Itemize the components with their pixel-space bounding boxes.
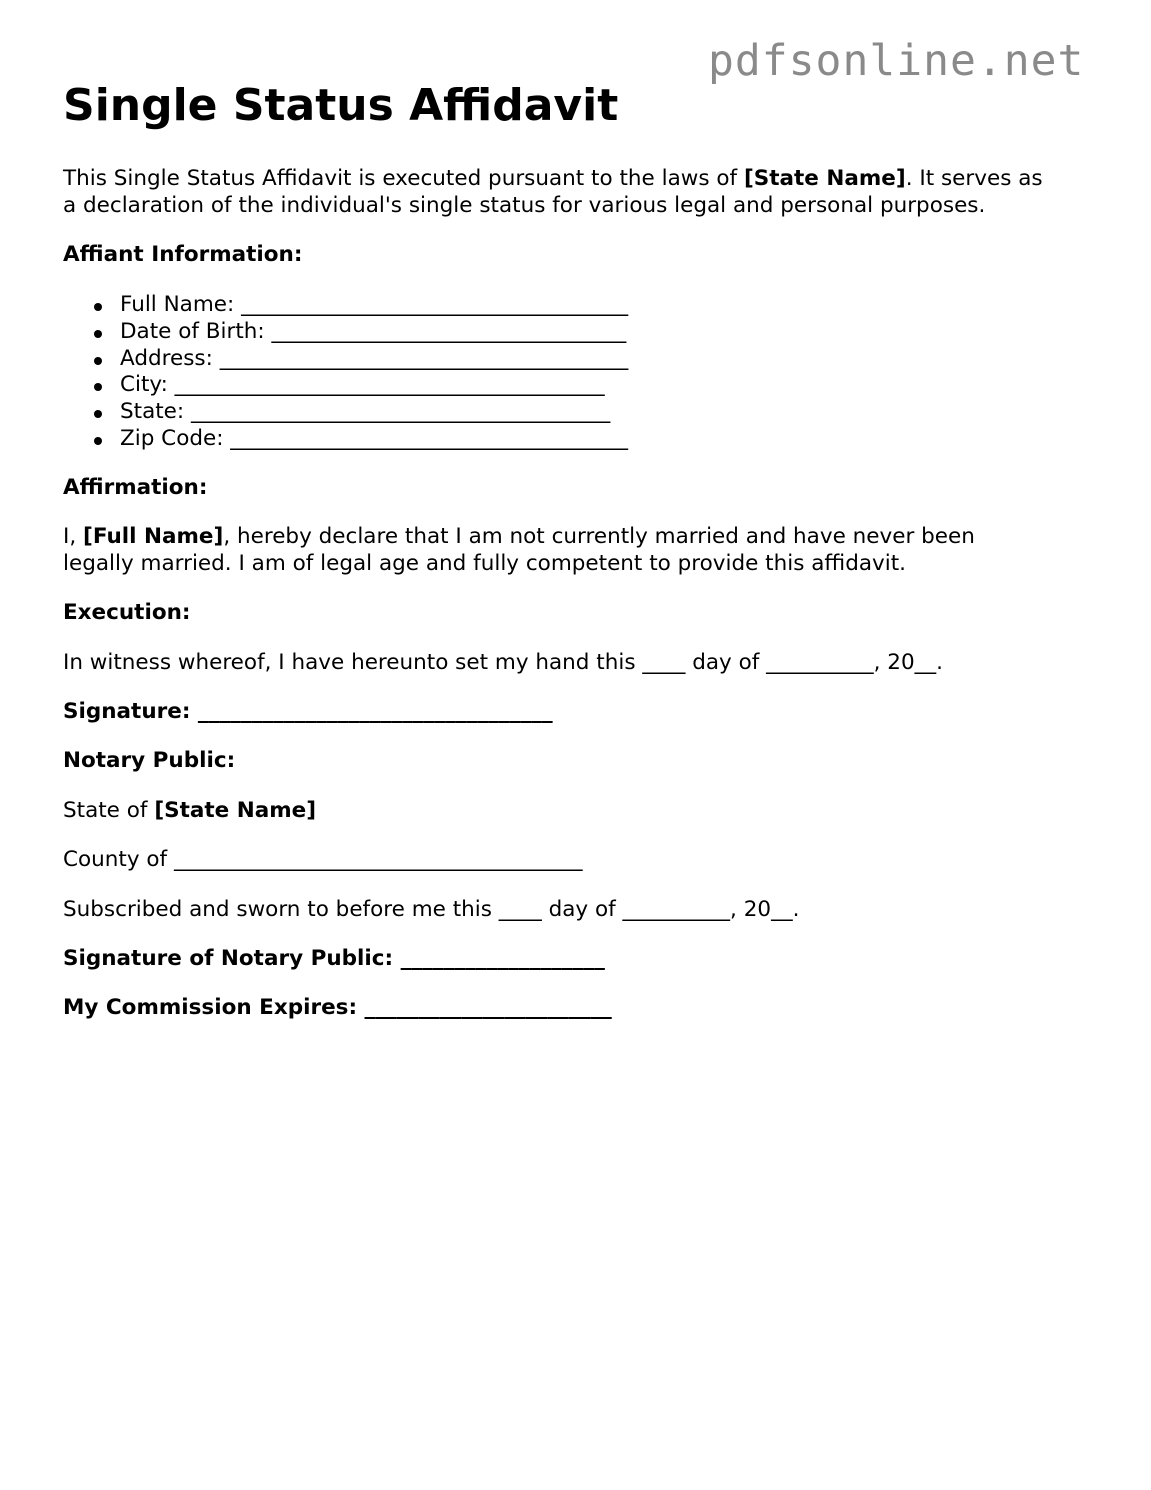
field-address[interactable]: Address: ______________________________________ xyxy=(63,346,628,373)
signature-line[interactable]: Signature: _________________________________ xyxy=(63,699,553,724)
affiant-field-list xyxy=(63,292,628,453)
notary-heading: Notary Public: xyxy=(63,748,236,773)
state-name-placeholder: [State Name] xyxy=(743,166,906,191)
notary-county-field[interactable]: County of ______________________________________ xyxy=(63,847,583,872)
affirmation-heading: Affirmation: xyxy=(63,475,208,500)
affiant-heading: Affiant Information: xyxy=(63,242,303,267)
execution-text: In witness whereof, I have hereunto set my hand this ____ day of __________, 20__. xyxy=(63,650,943,675)
full-name-placeholder: [Full Name] xyxy=(83,524,224,549)
field-city[interactable]: City: ________________________________________ xyxy=(63,372,628,399)
field-full-name[interactable]: Full Name: ____________________________________ xyxy=(63,292,628,319)
field-zip-code[interactable]: Zip Code: _____________________________________ xyxy=(63,426,628,453)
field-date-of-birth[interactable]: Date of Birth: _________________________________ xyxy=(63,319,628,346)
bullet-icon xyxy=(94,437,102,445)
notary-state-placeholder: [State Name] xyxy=(154,798,317,823)
bullet-icon xyxy=(94,330,102,338)
intro-text-end: . It serves as xyxy=(905,166,1043,191)
execution-heading: Execution: xyxy=(63,600,191,625)
bullet-icon xyxy=(94,357,102,365)
affirmation-paragraph xyxy=(63,524,975,577)
affirmation-line-1: I, [Full Name], hereby declare that I am not currently married and have never been xyxy=(63,524,975,549)
bullet-icon xyxy=(94,383,102,391)
intro-line-2: a declaration of the individual's single status for various legal and personal purposes. xyxy=(63,192,986,218)
commission-expires-field[interactable]: My Commission Expires: _______________________ xyxy=(63,995,612,1020)
affirmation-line-2: legally married. I am of legal age and fully competent to provide this affidavit. xyxy=(63,550,906,576)
watermark: pdfsonline.net xyxy=(708,36,1085,86)
intro-text: This Single Status Affidavit is executed pursuant to the laws of xyxy=(63,166,744,191)
intro-line-1 xyxy=(63,166,1043,193)
intro-paragraph xyxy=(63,166,1043,219)
bullet-icon xyxy=(94,410,102,418)
notary-state: State of [State Name] xyxy=(63,798,317,823)
field-state[interactable]: State: _______________________________________ xyxy=(63,399,628,426)
notary-signature-field[interactable]: Signature of Notary Public: ___________________ xyxy=(63,946,605,971)
notary-subscribed-text: Subscribed and sworn to before me this ____ day of __________, 20__. xyxy=(63,897,800,922)
bullet-icon xyxy=(94,303,102,311)
document-title: Single Status Affidavit xyxy=(63,80,619,131)
